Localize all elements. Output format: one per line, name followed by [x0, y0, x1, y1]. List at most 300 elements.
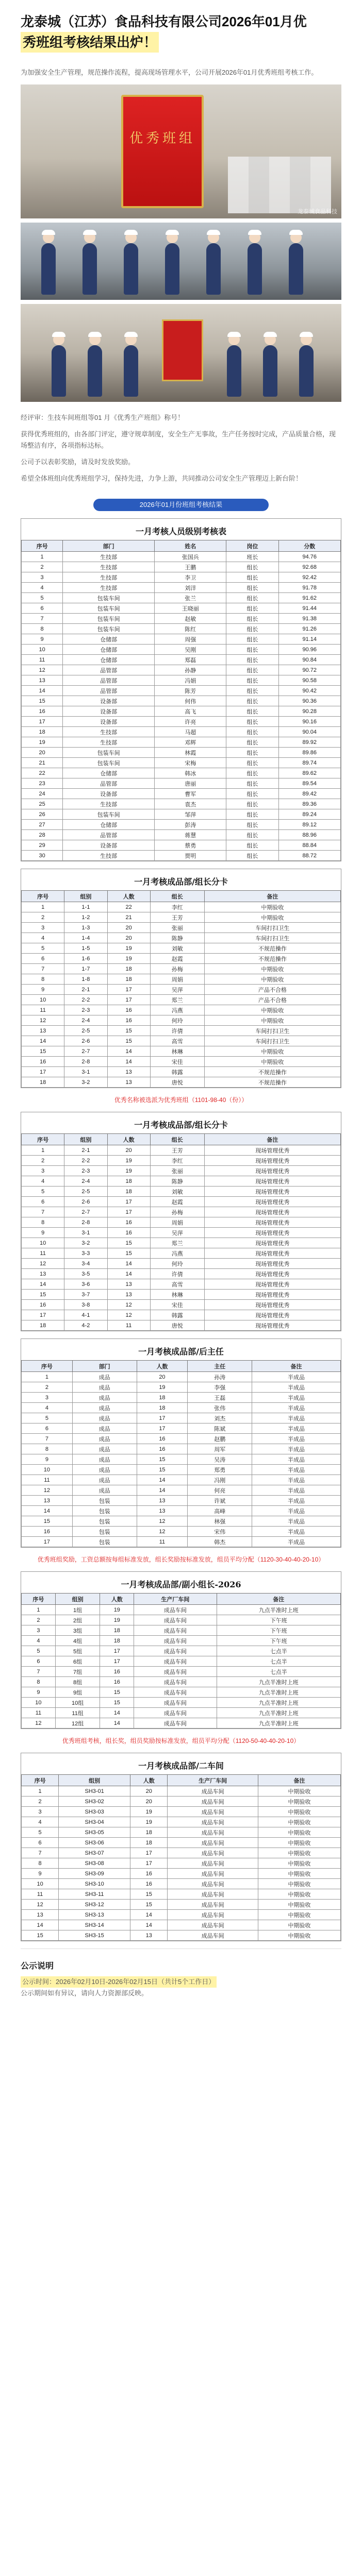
- table-cell: 11: [22, 1475, 73, 1485]
- table-cell: 陈静: [150, 933, 204, 943]
- table-cell: 半成品: [252, 1516, 341, 1527]
- table-cell: 20: [130, 1786, 168, 1797]
- table-row: [22, 1413, 341, 1423]
- table-cell: 半成品: [252, 1444, 341, 1454]
- table-header-cell: 主任: [188, 1361, 252, 1372]
- table-cell: 2-4: [64, 1176, 107, 1187]
- table-header-cell: 部门: [72, 1361, 137, 1372]
- table-cell: 28: [22, 830, 63, 840]
- table-cell: 4组: [55, 1636, 100, 1646]
- table-6: [21, 1774, 341, 1941]
- table-row: [22, 1858, 341, 1869]
- table-cell: 11: [22, 1889, 59, 1900]
- table-cell: 吴刚: [155, 645, 226, 655]
- table-cell: 15: [100, 1687, 134, 1698]
- table-cell: SH3-08: [59, 1858, 130, 1869]
- table-cell: 9: [22, 985, 64, 995]
- table-cell: 9: [22, 1228, 64, 1238]
- table-cell: 生技部: [63, 851, 155, 861]
- table-cell: 18: [130, 1838, 168, 1848]
- table-row: [22, 1656, 341, 1667]
- table-cell: 中期验收: [258, 1848, 340, 1858]
- table-cell: 成品车间: [134, 1656, 217, 1667]
- table-row: [22, 1145, 341, 1156]
- table-cell: 品管部: [63, 675, 155, 686]
- table-cell: 16: [22, 1300, 64, 1310]
- table-cell: 1-6: [64, 954, 107, 964]
- table-cell: 20: [107, 923, 150, 933]
- table-cell: 不规范操作: [204, 943, 340, 954]
- table-cell: 1-7: [64, 964, 107, 974]
- table-cell: 2-2: [64, 995, 107, 1005]
- table-cell: 15: [22, 1290, 64, 1300]
- table-cell: SH3-12: [59, 1900, 130, 1910]
- table-cell: 21: [22, 758, 63, 768]
- table-cell: 王鹏: [155, 562, 226, 572]
- table-cell: 成品车间: [168, 1858, 258, 1869]
- table-row: [22, 1269, 341, 1279]
- table-cell: 宋伟: [188, 1527, 252, 1537]
- table-cell: 成品: [72, 1465, 137, 1475]
- table-cell: 12: [137, 1527, 188, 1537]
- table-row: [22, 1300, 341, 1310]
- table-cell: 16: [22, 1527, 73, 1537]
- table-cell: 成品车间: [168, 1817, 258, 1827]
- table-cell: 组长: [226, 706, 278, 717]
- table-cell: 中期验收: [204, 1057, 340, 1067]
- worker-figure-icon: [263, 345, 277, 397]
- table-cell: 19: [130, 1807, 168, 1817]
- table-cell: 1-1: [64, 902, 107, 912]
- table-header-cell: 组别: [64, 1134, 107, 1145]
- table-cell: 设备部: [63, 717, 155, 727]
- table-cell: 郑勇: [188, 1465, 252, 1475]
- worker-figure-icon: [206, 243, 221, 295]
- table-row: [22, 562, 341, 572]
- table-cell: 高雪: [150, 1279, 204, 1290]
- table-cell: 包装车间: [63, 624, 155, 634]
- table-cell: 3-1: [64, 1067, 107, 1077]
- table-cell: 18: [22, 1077, 64, 1088]
- table-cell: 包装: [72, 1506, 137, 1516]
- table-cell: 现场管理优秀: [204, 1176, 340, 1187]
- table-cell: 半成品: [252, 1403, 341, 1413]
- table-cell: 中期验收: [258, 1910, 340, 1920]
- table-cell: 包装车间: [63, 614, 155, 624]
- table-cell: 2: [22, 1156, 64, 1166]
- table-row: [22, 1646, 341, 1656]
- workers-photo: [21, 223, 341, 300]
- table-cell: 10: [22, 645, 63, 655]
- table-cell: SH3-07: [59, 1848, 130, 1858]
- table-cell: 2-3: [64, 1005, 107, 1015]
- note-2: 优秀班组奖励，工资总额按每组标准发放，组长奖励按标准发放，组员平均分配（1120-30-40-40-20-10）: [37, 1556, 325, 1563]
- table-cell: 91.78: [278, 583, 340, 593]
- table-cell: 16: [107, 1217, 150, 1228]
- table-row: [22, 1067, 341, 1077]
- table-cell: 成品: [72, 1393, 137, 1403]
- table-cell: 22: [107, 902, 150, 912]
- table-cell: 1-2: [64, 912, 107, 923]
- table-cell: 半成品: [252, 1475, 341, 1485]
- table-cell: 17: [137, 1413, 188, 1423]
- table-cell: 仓储部: [63, 820, 155, 830]
- table-row: [22, 923, 341, 933]
- table-cell: 12: [22, 1259, 64, 1269]
- table-cell: 成品: [72, 1413, 137, 1423]
- table-cell: 宋佳: [150, 1057, 204, 1067]
- table-cell: 4-2: [64, 1320, 107, 1331]
- table-cell: 周娟: [150, 1217, 204, 1228]
- table-cell: 林强: [188, 1516, 252, 1527]
- table-cell: 10: [22, 1238, 64, 1248]
- table-cell: 成品车间: [168, 1807, 258, 1817]
- table-header-cell: 人数: [130, 1775, 168, 1786]
- table-row: [22, 1320, 341, 1331]
- table-cell: SH3-10: [59, 1879, 130, 1889]
- table-cell: 2-3: [64, 1166, 107, 1176]
- table-cell: 1: [22, 1372, 73, 1382]
- table-cell: 91.38: [278, 614, 340, 624]
- table-cell: 18: [137, 1393, 188, 1403]
- table-row: [22, 912, 341, 923]
- table-cell: 林琳: [150, 1046, 204, 1057]
- table-cell: 成品: [72, 1454, 137, 1465]
- table-cell: 9: [22, 1454, 73, 1465]
- table-cell: 17: [107, 995, 150, 1005]
- table-cell: 1-5: [64, 943, 107, 954]
- table-cell: 包装: [72, 1527, 137, 1537]
- table-cell: 成品车间: [168, 1889, 258, 1900]
- table-cell: 组长: [226, 583, 278, 593]
- table-cell: 现场管理优秀: [204, 1320, 340, 1331]
- table-cell: 组长: [226, 799, 278, 809]
- table-cell: 4: [22, 1176, 64, 1187]
- table-cell: 89.42: [278, 789, 340, 799]
- worker-figure-icon: [165, 243, 179, 295]
- table-cell: 17: [107, 1207, 150, 1217]
- table-cell: 韩杰: [188, 1537, 252, 1547]
- table-cell: 14: [107, 1259, 150, 1269]
- table-cell: 成品: [72, 1403, 137, 1413]
- table-cell: 4: [22, 1403, 73, 1413]
- table-row: [22, 1605, 341, 1615]
- table-cell: 周军: [188, 1444, 252, 1454]
- table-cell: 吴涛: [188, 1454, 252, 1465]
- table-cell: 2-5: [64, 1187, 107, 1197]
- table-card-3: [21, 1112, 341, 1331]
- table-cell: 不规范操作: [204, 1067, 340, 1077]
- table-row: [22, 1444, 341, 1454]
- table-row: [22, 1372, 341, 1382]
- table-cell: 中期验收: [258, 1858, 340, 1869]
- table-cell: 冯娟: [155, 675, 226, 686]
- table-row: [22, 583, 341, 593]
- table-cell: 许斌: [188, 1496, 252, 1506]
- table-cell: 刘敏: [150, 1187, 204, 1197]
- title-line-1: 龙泰城（江苏）食品科技有限公司2026年01月优: [21, 14, 307, 29]
- table-cell: 15: [22, 1930, 59, 1941]
- table-header-cell: 序号: [22, 1134, 64, 1145]
- table-cell: 现场管理优秀: [204, 1145, 340, 1156]
- table-cell: 10: [22, 1698, 56, 1708]
- table-header-cell: 部门: [63, 540, 155, 552]
- group-photo: [21, 304, 341, 402]
- table-row: [22, 1506, 341, 1516]
- table-cell: 3-2: [64, 1077, 107, 1088]
- table-cell: 88.84: [278, 840, 340, 851]
- table-cell: 中期验收: [258, 1817, 340, 1827]
- table-cell: 7: [22, 1667, 56, 1677]
- table-row: [22, 1698, 341, 1708]
- table-cell: 组长: [226, 727, 278, 737]
- table-row: [22, 603, 341, 614]
- table-cell: 17: [100, 1646, 134, 1656]
- table-cell: 组长: [226, 686, 278, 696]
- table-cell: 何伟: [155, 696, 226, 706]
- table-cell: 中期验收: [258, 1889, 340, 1900]
- table-cell: 现场管理优秀: [204, 1217, 340, 1228]
- group-banner-icon: [162, 319, 203, 381]
- table-cell: 2: [22, 562, 63, 572]
- table-cell: 3: [22, 1807, 59, 1817]
- table-cell: 林霞: [155, 748, 226, 758]
- table-cell: 王磊: [188, 1393, 252, 1403]
- table-cell: 13: [22, 1026, 64, 1036]
- table-cell: 10组: [55, 1698, 100, 1708]
- table-cell: 18: [100, 1636, 134, 1646]
- table-row: [22, 1005, 341, 1015]
- table-cell: 成品: [72, 1382, 137, 1393]
- table-cell: 8: [22, 974, 64, 985]
- table-cell: 1-3: [64, 923, 107, 933]
- table-cell: 韩冰: [155, 768, 226, 778]
- table-row: [22, 1197, 341, 1207]
- table-cell: 冯刚: [188, 1475, 252, 1485]
- table-cell: 3-1: [64, 1228, 107, 1238]
- table-row: [22, 1057, 341, 1067]
- table-cell: 贾明: [155, 851, 226, 861]
- table-row: [22, 1156, 341, 1166]
- table-cell: 18: [107, 1176, 150, 1187]
- table-cell: 14: [22, 1279, 64, 1290]
- table-cell: 19: [137, 1382, 188, 1393]
- table-cell: 90.96: [278, 645, 340, 655]
- table-cell: 11: [22, 655, 63, 665]
- table-cell: 成品车间: [134, 1605, 217, 1615]
- table-cell: SH3-02: [59, 1797, 130, 1807]
- table-row: [22, 1036, 341, 1046]
- table-cell: 17: [107, 985, 150, 995]
- table-row: [22, 1848, 341, 1858]
- table-cell: 2-1: [64, 1145, 107, 1156]
- table-cell: 14: [22, 686, 63, 696]
- table-row: [22, 1786, 341, 1797]
- table-cell: 成品车间: [168, 1827, 258, 1838]
- table-cell: 包装车间: [63, 748, 155, 758]
- table-cell: 24: [22, 789, 63, 799]
- table-cell: 13: [22, 1496, 73, 1506]
- table-cell: 生技部: [63, 552, 155, 562]
- table-header-cell: 备注: [204, 1134, 340, 1145]
- table-header-cell: 备注: [204, 891, 340, 902]
- table-cell: 13: [107, 1067, 150, 1077]
- table-cell: 成品车间: [134, 1646, 217, 1656]
- table-cell: 1组: [55, 1605, 100, 1615]
- table-cell: 组长: [226, 789, 278, 799]
- table-header-cell: 组长: [150, 1134, 204, 1145]
- table-cell: 成品车间: [134, 1687, 217, 1698]
- table-cell: 8: [22, 624, 63, 634]
- table-cell: 赵敏: [155, 614, 226, 624]
- honor-banner-icon: [121, 95, 204, 208]
- table-cell: 组长: [226, 645, 278, 655]
- table-cell: 成品车间: [168, 1797, 258, 1807]
- table-cell: 生技部: [63, 583, 155, 593]
- table-cell: 马超: [155, 727, 226, 737]
- table-cell: 25: [22, 799, 63, 809]
- table-cell: 17: [100, 1656, 134, 1667]
- table-cell: 17: [22, 1537, 73, 1547]
- table-cell: 组长: [226, 820, 278, 830]
- table-cell: 车间打扫卫生: [204, 1036, 340, 1046]
- table-cell: 6: [22, 1423, 73, 1434]
- table-cell: 10: [22, 1465, 73, 1475]
- table-cell: 6: [22, 1838, 59, 1848]
- table-cell: 周娟: [150, 974, 204, 985]
- table-cell: 组长: [226, 778, 278, 789]
- table-cell: 11: [22, 1005, 64, 1015]
- table-cell: 6: [22, 1656, 56, 1667]
- table-cell: 中期验收: [204, 1015, 340, 1026]
- table-cell: 16: [137, 1444, 188, 1454]
- table-row: [22, 717, 341, 727]
- table-cell: 王晓丽: [155, 603, 226, 614]
- table-row: [22, 665, 341, 675]
- table-cell: 现场管理优秀: [204, 1269, 340, 1279]
- table-cell: 现场管理优秀: [204, 1197, 340, 1207]
- table-cell: SH3-13: [59, 1910, 130, 1920]
- table-cell: 成品车间: [168, 1838, 258, 1848]
- table-cell: 仓储部: [63, 634, 155, 645]
- table-row: [22, 1046, 341, 1057]
- table-cell: 仓储部: [63, 768, 155, 778]
- table-row: [22, 1615, 341, 1625]
- table-cell: 15: [130, 1889, 168, 1900]
- table-row: [22, 1718, 341, 1728]
- table-cell: SH3-06: [59, 1838, 130, 1848]
- table-row: [22, 1485, 341, 1496]
- table-row: [22, 778, 341, 789]
- table-cell: 3-8: [64, 1300, 107, 1310]
- table-cell: 12: [22, 665, 63, 675]
- table-cell: 产品不合格: [204, 985, 340, 995]
- table-header-cell: 生产厂车间: [168, 1775, 258, 1786]
- table-header-cell: 组别: [64, 891, 107, 902]
- table-cell: 89.54: [278, 778, 340, 789]
- table-header-cell: 组别: [55, 1594, 100, 1605]
- table-row: [22, 1279, 341, 1290]
- table-cell: 19: [100, 1605, 134, 1615]
- table-cell: 12组: [55, 1718, 100, 1728]
- table-cell: 现场管理优秀: [204, 1248, 340, 1259]
- table-cell: 2: [22, 912, 64, 923]
- photo-gallery: [21, 84, 341, 402]
- table-cell: 89.74: [278, 758, 340, 768]
- table-cell: 品管部: [63, 665, 155, 675]
- table-title-1: 一月考核人员级别考核表: [135, 527, 226, 536]
- table-row: [22, 985, 341, 995]
- table-cell: 2-8: [64, 1217, 107, 1228]
- table-cell: 3-5: [64, 1269, 107, 1279]
- table-row: [22, 1496, 341, 1506]
- table-cell: 赵鹏: [188, 1434, 252, 1444]
- table-row: [22, 1290, 341, 1300]
- table-cell: 2-6: [64, 1036, 107, 1046]
- table-cell: 12: [107, 1300, 150, 1310]
- table-cell: 10: [22, 995, 64, 1005]
- table-cell: 3: [22, 1166, 64, 1176]
- table-cell: 11: [22, 1708, 56, 1718]
- table-cell: 高峰: [188, 1506, 252, 1516]
- table-cell: 20: [107, 1145, 150, 1156]
- footer-line-1: 公示时间：2026年02月10日-2026年02月15日（共计5个工作日）: [21, 1976, 217, 1988]
- table-cell: 6: [22, 1197, 64, 1207]
- table-card-6: [21, 1753, 341, 1941]
- table-cell: 李红: [150, 1156, 204, 1166]
- results-pill-label: 2026年01月份班组考核结果: [93, 499, 269, 511]
- table-title-5: 一月考核成品部/副小组长-2026: [121, 1580, 241, 1589]
- table-cell: 5: [22, 1827, 59, 1838]
- table-cell: 成品: [72, 1485, 137, 1496]
- table-cell: 蔡勇: [155, 840, 226, 851]
- table-cell: 12: [22, 1900, 59, 1910]
- table-cell: 8: [22, 1858, 59, 1869]
- result-paragraph-1: 经评审：生技车间班组等01 月《优秀生产班组》称号！: [21, 414, 185, 421]
- table-cell: 孙梅: [150, 964, 204, 974]
- table-cell: 90.16: [278, 717, 340, 727]
- table-header-cell: 备注: [258, 1775, 340, 1786]
- table-cell: 下午班: [217, 1615, 340, 1625]
- table-row: [22, 634, 341, 645]
- table-cell: 成品车间: [168, 1900, 258, 1910]
- table-row: [22, 1838, 341, 1848]
- table-cell: 现场管理优秀: [204, 1279, 340, 1290]
- table-row: [22, 1527, 341, 1537]
- table-cell: 郑兰: [150, 995, 204, 1005]
- result-paragraph-2: 获得优秀班组的，由各部门评定，遵守规章制度，安全生产无事故，生产任务按时完成，产品质量合格，现场整洁有序，各项指标达标。: [21, 430, 336, 449]
- table-header-cell: 组长: [150, 891, 204, 902]
- table-cell: 包装车间: [63, 809, 155, 820]
- table-cell: 13: [22, 1910, 59, 1920]
- table-row: [22, 902, 341, 912]
- table-cell: 16: [100, 1667, 134, 1677]
- table-cell: 中期验收: [258, 1879, 340, 1889]
- table-cell: 周强: [155, 634, 226, 645]
- table-cell: SH3-04: [59, 1817, 130, 1827]
- table-cell: 张伟: [188, 1403, 252, 1413]
- table-cell: 孙梅: [150, 1207, 204, 1217]
- table-cell: 王芳: [150, 1145, 204, 1156]
- table-cell: 中期验收: [258, 1920, 340, 1930]
- table-cell: 18: [22, 727, 63, 737]
- table-cell: 陈芳: [155, 686, 226, 696]
- table-cell: 现场管理优秀: [204, 1238, 340, 1248]
- table-card-2: [21, 869, 341, 1088]
- table-cell: 九点半准时上班: [217, 1698, 340, 1708]
- table-cell: 半成品: [252, 1454, 341, 1465]
- table-cell: 6: [22, 954, 64, 964]
